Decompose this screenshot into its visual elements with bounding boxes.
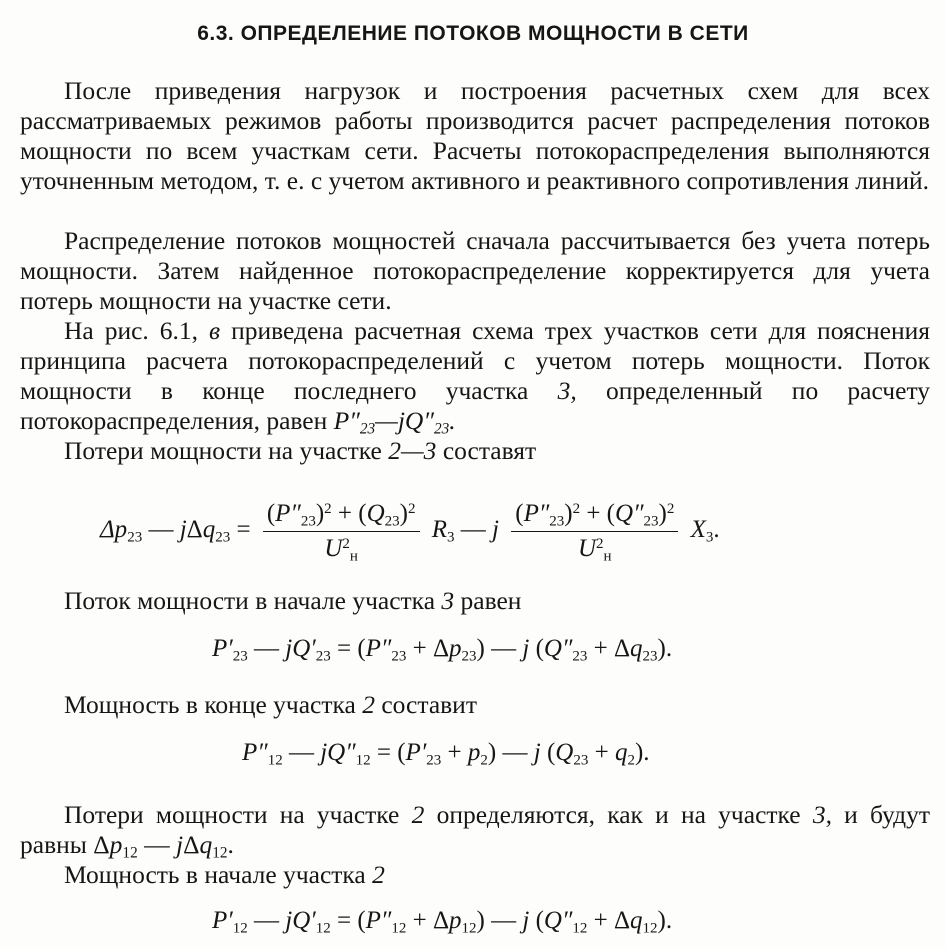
formula-inline-losses-12: $\Delta p_{12}$ — jΔq$_{12}$. [93, 830, 234, 862]
paragraph-3: На рис. 6.1, в приведена расчетная схема трех участков сети для пояснения принципа расчета потокораспределений с учетом потерь мощности. Поток мощности в конце последнего участка 3, определенный по расчету потокораспределения, равен $P''_{23}—jQ''_{23}$. [20, 316, 931, 438]
paragraph-7: Потери мощности на участке 2 определяются, как и на участке 3, и будут равны $\Delta p_{12}$ — jΔq$_{12}$. [20, 800, 931, 862]
paragraph-4: Потери мощности на участке 2—3 составят [64, 436, 537, 465]
equation-start-2: $P'_{12}$ — $jQ'_{12} = (P''_{12} + \Delta p_{12})$ — j $(Q''_{12} + \Delta q_{12})$. [212, 907, 673, 937]
formula-inline-p23: $P''_{23}—jQ''_{23}$. [333, 406, 456, 438]
paragraph-2: Распределение потоков мощностей сначала рассчитывается без учета потерь мощности. Затем найденное потокораспределение корректируется для учета потерь мощности на участке сети. [20, 226, 930, 315]
paragraph-1: После приведения нагрузок и построения расчетных схем для всех рассматриваемых режимов работы производится расчет распределения потоков мощности по всем участкам сети. Расчеты потокораспределения выполняются уточненным методом, т. е. с учетом активного и реактивного сопротивления линий. [20, 76, 930, 195]
paragraph-6: Мощность в конце участка 2 составит [64, 690, 477, 719]
section-title: 6.3. ОПРЕДЕЛЕНИЕ ПОТОКОВ МОЩНОСТИ В СЕТИ [197, 22, 749, 45]
paragraph-8: Мощность в начале участка 2 [64, 860, 385, 889]
equation-end-2: $P''_{12}$ — $jQ''_{12} = (P'_{23} + p_2)$ — j $(Q_{23} + q_2)$. [242, 739, 650, 769]
equation-losses-23: $\Delta p_{23}$ — jΔq$_{23}$ = $\frac{(P''_{23})^2 + (Q_{23})^2}{U^2_н}$ $R_3$ — j $\frac{(P''_{23})^2 + (Q''_{23})^2}{U^2_н}$ $X_3$. [100, 494, 720, 566]
paragraph-5: Поток мощности в начале участка 3 равен [64, 586, 522, 615]
equation-start-3: $P'_{23}$ — $jQ'_{23} = (P''_{23} + \Delta p_{23})$ — j $(Q''_{23} + \Delta q_{23})$. [212, 635, 673, 665]
